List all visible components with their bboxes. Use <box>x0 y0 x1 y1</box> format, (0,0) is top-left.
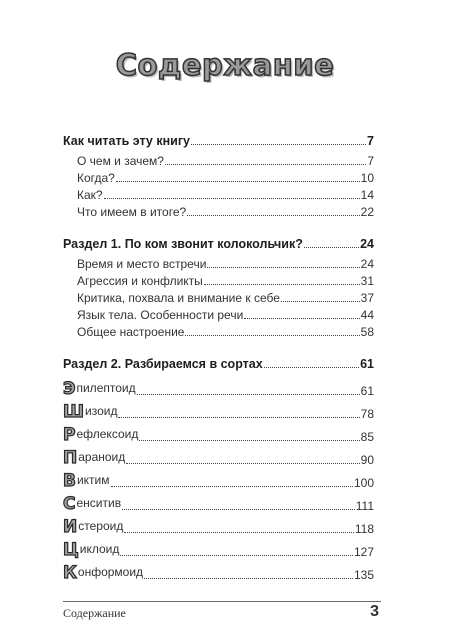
toc-item[interactable]: О чем и зачем? 7 <box>77 154 374 168</box>
toc-item[interactable]: Агрессия и конфликты 31 <box>77 274 374 288</box>
toc-type-item[interactable]: Конформоид 135 <box>63 563 374 583</box>
decorative-initial: С <box>63 494 76 514</box>
toc-item[interactable]: Общее настроение 58 <box>77 325 374 339</box>
toc-section-1 <box>63 237 374 339</box>
page-title: Содержание <box>115 48 335 82</box>
toc-heading[interactable]: Как читать эту книгу 7 <box>63 134 374 148</box>
footer-divider <box>63 601 381 602</box>
toc-section-intro <box>63 134 374 219</box>
toc-section-2 <box>63 357 374 371</box>
toc-type-item[interactable]: Сенситив 111 <box>63 494 374 514</box>
toc-type-list <box>63 375 374 582</box>
toc-type-item[interactable]: Эпилептоид 61 <box>63 379 374 399</box>
decorative-initial: Ц <box>63 540 79 560</box>
decorative-initial: Р <box>63 425 76 445</box>
toc-heading[interactable]: Раздел 1. По ком звонит колокольчик? 24 <box>63 237 374 251</box>
page-number: 3 <box>370 603 379 620</box>
decorative-initial: П <box>63 448 78 468</box>
toc-type-item[interactable]: Истероид 118 <box>63 517 374 537</box>
decorative-initial: К <box>63 563 77 583</box>
decorative-initial: В <box>63 471 76 491</box>
toc-item[interactable]: Язык тела. Особенности речи 44 <box>77 308 374 322</box>
toc-item[interactable]: Время и место встречи 24 <box>77 257 374 271</box>
toc-type-item[interactable]: Рефлексоид 85 <box>63 425 374 445</box>
toc-item[interactable]: Критика, похвала и внимание к себе 37 <box>77 291 374 305</box>
toc-heading[interactable]: Раздел 2. Разбираемся в сортах 61 <box>63 357 374 371</box>
toc-item[interactable]: Когда? 10 <box>77 171 374 185</box>
toc-item[interactable]: Что имеем в итоге? 22 <box>77 205 374 219</box>
toc-item[interactable]: Как? 14 <box>77 188 374 202</box>
footer-label: Содержание <box>63 606 126 620</box>
decorative-initial: Э <box>63 379 76 399</box>
toc-type-item[interactable]: Циклоид 127 <box>63 540 374 560</box>
toc-type-item[interactable]: Шизоид 78 <box>63 402 374 422</box>
toc-type-item[interactable]: Параноид 90 <box>63 448 374 468</box>
toc-type-item[interactable]: Виктим 100 <box>63 471 374 491</box>
decorative-initial: И <box>63 517 78 537</box>
decorative-initial: Ш <box>63 402 85 422</box>
